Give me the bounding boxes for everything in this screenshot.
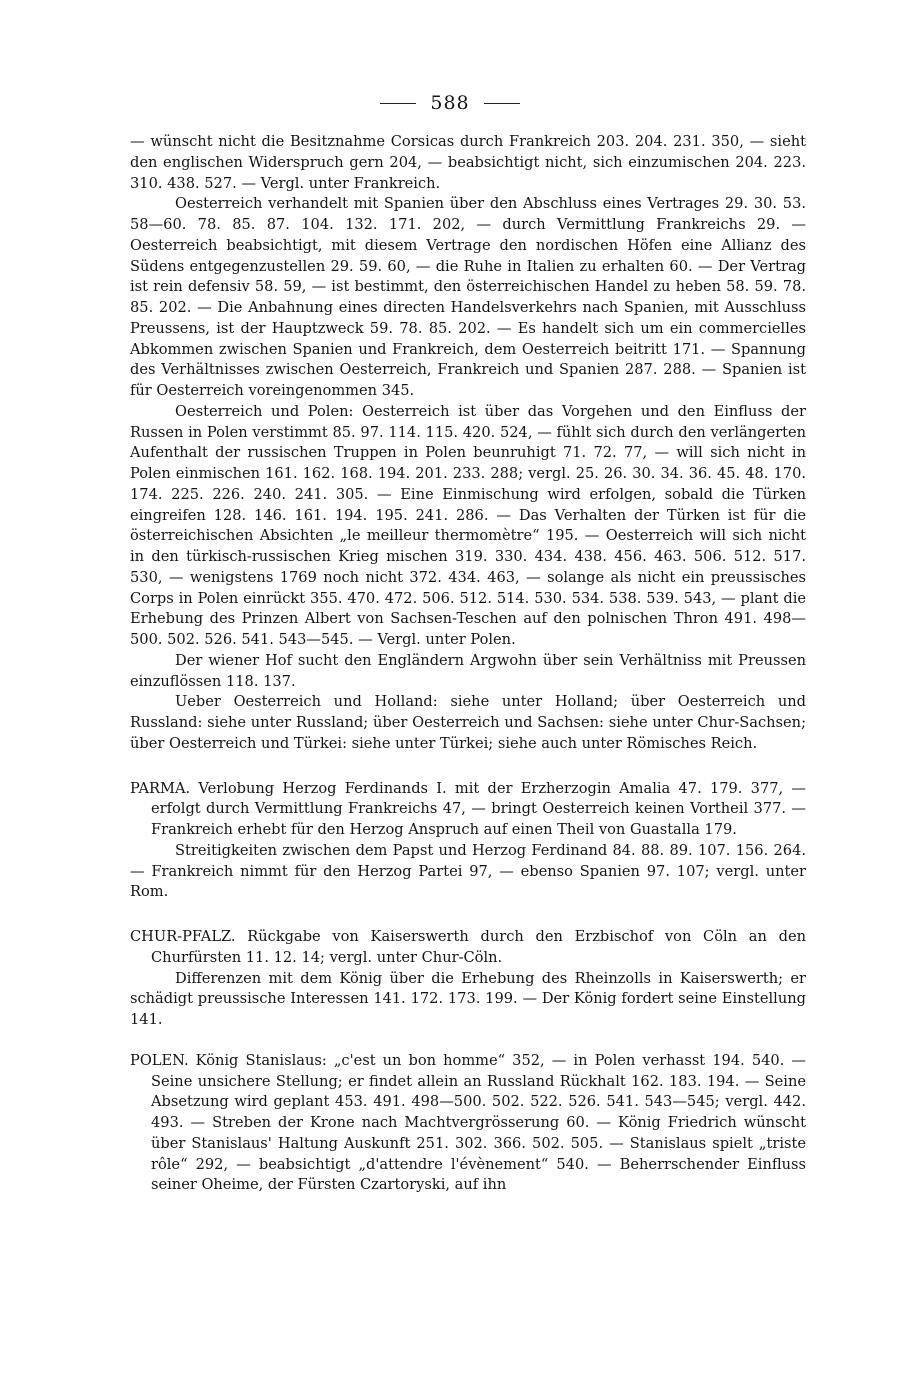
paragraph-oesterreich-polen: Oesterreich und Polen: Oesterreich ist über das Vorgehen und den Einfluss der Russen in Polen verstimmt 85. 97. 114. 115. 420. 524, — fühlt sich durch den verlängerten Aufenthalt der russischen Truppen in Polen beunruhigt 71. 72. 77, — will sich nicht in Polen einmischen 161. 162. 168. 194. 201. 233. 288; vergl. 25. 26. 30. 34. 36. 45. 48. 170. 174. 225. 226. 240. 241. 305. — Eine Einmischung wird erfolgen, sobald die Türken eingreifen 128. 146. 161. 194. 195. 241. 286. — Das Verhalten der Türken ist für die österreichischen Absichten „le meilleur thermomètre“ 195. — Oesterreich will sich nicht in den türkisch-russischen Krieg mischen 319. 330. 434. 438. 456. 463. 506. 512. 517. 530, — wenigstens 1769 noch nicht 372. 434. 463, — solange als nicht ein preussisches Corps in Polen einrückt 355. 470. 472. 506. 512. 514. 530. 534. 538. 539. 543, — plant die Erhebung des Prinzen Albert von Sachsen-Teschen auf den polnischen Thron 491. 498—500. 502. 526. 541. 543—545. — Vergl. unter Polen. xyxy=(130,402,806,648)
paragraph-oesterreich-spanien: Oesterreich verhandelt mit Spanien über den Abschluss eines Vertrages 29. 30. 53. 58—60. 78. 85. 87. 104. 132. 171. 202, — durch Vermittlung Frankreichs 29. — Oesterreich beabsichtigt, mit diesem Vertrage den nordischen Höfen eine Allianz des Südens entgegenzustellen 29. 59. 60, — die Ruhe in Italien zu erhalten 60. — Der Vertrag ist rein defensiv 58. 59, — ist bestimmt, den österreichischen Handel zu heben 58. 59. 78. 85. 202. — Die Anbahnung eines directen Handelsverkehrs nach Spanien, mit Ausschluss Preussens, ist der Hauptzweck 59. 78. 85. 202. — Es handelt sich um ein commercielles Abkommen zwischen Spanien und Frankreich, dem Oesterreich beitritt 171. — Spannung des Verhältnisses zwischen Oesterreich, Frankreich und Spanien 287. 288. — Spanien ist für Oesterreich voreingenommen 345. xyxy=(130,195,806,399)
entry-chur-pfalz: CHUR-PFALZ. Rückgabe von Kaiserswerth durch den Erzbischof von Cöln an den Churfürsten 11. 12. 14; vergl. unter Chur-Cöln. xyxy=(130,928,806,966)
entry-parma: PARMA. Verlobung Herzog Ferdinands I. mit der Erzherzogin Amalia 47. 179. 377, — erfolgt durch Vermittlung Frankreichs 47, — bringt Oesterreich keinen Vortheil 377. — Frankreich erhebt für den Herzog Anspruch auf einen Theil von Guastalla 179. xyxy=(130,779,806,838)
paragraph-chur-pfalz-differenzen: Differenzen mit dem König über die Erhebung des Rheinzolls in Kaiserswerth; er schädigt preussische Interessen 141. 172. 173. 199. — Der König fordert seine Einstellung 141. xyxy=(130,969,806,1028)
paragraph-cross-references: Ueber Oesterreich und Holland: siehe unter Holland; über Oesterreich und Russland: siehe unter Russland; über Oesterreich und Sachsen: siehe unter Chur-Sachsen; über Oesterreich und Türkei: siehe unter Türkei; siehe auch unter Römisches Reich. xyxy=(130,693,806,752)
paragraph-parma-streitigkeiten: Streitigkeiten zwischen dem Papst und Herzog Ferdinand 84. 88. 89. 107. 156. 264. — Frankreich nimmt für den Herzog Partei 97, — ebenso Spanien 97. 107; vergl. unter Rom. xyxy=(130,841,806,901)
paragraph-wiener-hof: Der wiener Hof sucht den Engländern Argwohn über sein Verhältniss mit Preussen einzuflössen 118. 137. xyxy=(130,651,806,690)
page-number: 588 xyxy=(430,92,470,114)
index-body xyxy=(130,132,806,1196)
header-rule-left xyxy=(380,103,416,104)
page-header xyxy=(0,88,900,118)
header-rule-right xyxy=(484,103,520,104)
paragraph-frankreich-continuation: — wünscht nicht die Besitznahme Corsicas durch Frankreich 203. 204. 231. 350, — sieht den englischen Widerspruch gern 204, — beabsichtigt nicht, sich einzumischen 204. 223. 310. 438. 527. — Vergl. unter Frankreich. xyxy=(130,133,806,192)
entry-polen: POLEN. König Stanislaus: „c'est un bon homme“ 352, — in Polen verhasst 194. 540. — Seine unsichere Stellung; er findet allein an Russland Rückhalt 162. 183. 194. — Seine Absetzung wird geplant 453. 491. 498—500. 502. 522. 526. 541. 543—545; vergl. 442. 493. — Streben der Krone nach Machtvergrösserung 60. — König Friedrich wünscht über Stanislaus' Haltung Auskunft 251. 302. 366. 502. 505. — Stanislaus spielt „triste rôle“ 292, — beabsichtigt „d'attendre l'évènement“ 540. — Beherrschender Einfluss seiner Oheime, der Fürsten Czartoryski, auf ihn xyxy=(130,1051,806,1194)
